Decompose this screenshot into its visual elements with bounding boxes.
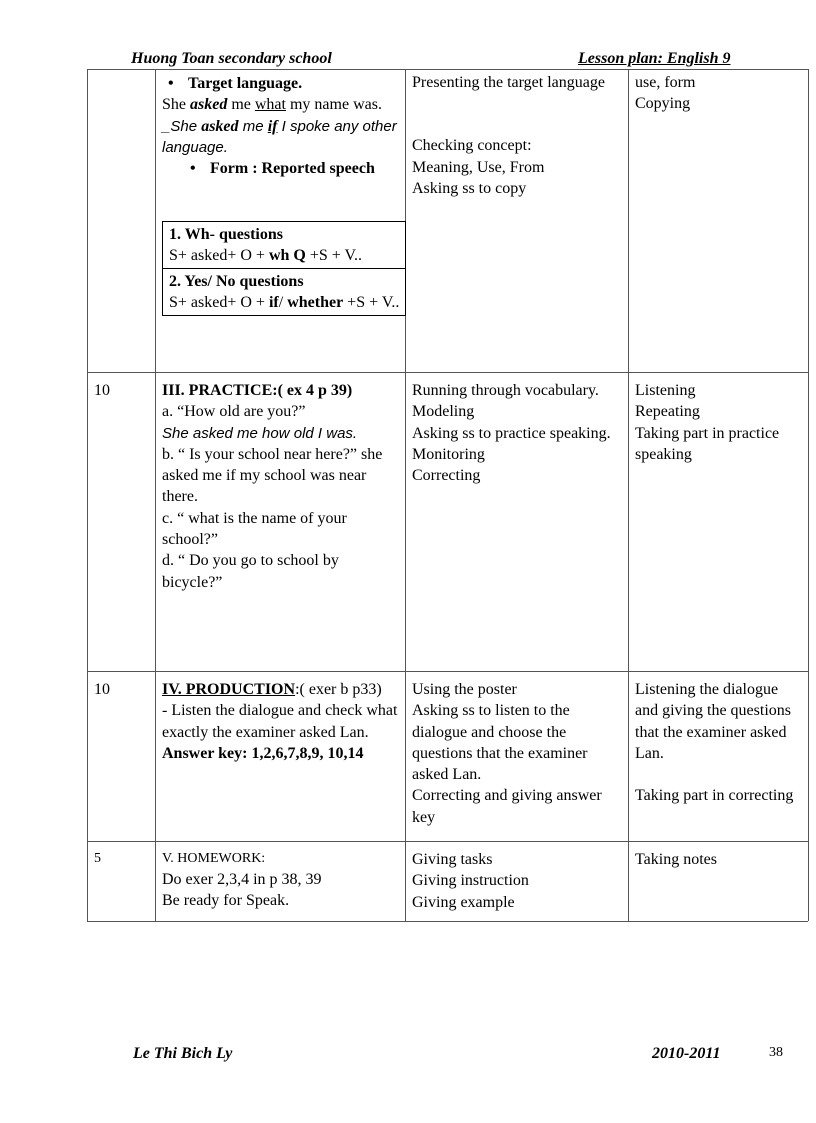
example-1: She asked me what my name was. [162, 96, 382, 114]
production-content: IV. PRODUCTION:( exer b p33) - Listen the dialogue and check what exactly the examiner asked Lan. Answer key: 1,2,6,7,8,9, 10,14 [162, 681, 398, 762]
practice-content: III. PRACTICE:( ex 4 p 39) a. “How old are you?” She asked me how old I was. b. “ Is your school near here?” she asked me if my school was near there. c. “ what is the name of your school?” d. “ Do you go to school by bicycle?” [162, 382, 383, 591]
production-time: 10 [94, 681, 110, 698]
wh-questions: 1. Wh- questions S+ asked+ O + wh Q +S + V.. [169, 226, 363, 264]
practice-time: 10 [94, 382, 110, 399]
homework-content: V. HOMEWORK: Do exer 2,3,4 in p 38, 39 Be ready for Speak. [162, 851, 322, 910]
school-name: Huong Toan secondary school [131, 50, 332, 67]
page-number: 38 [769, 1045, 783, 1060]
target-teacher-activities: Presenting the target language Checking concept: Meaning, Use, From Asking ss to copy [412, 74, 605, 197]
homework-student-activities: Taking notes [635, 851, 717, 868]
yes-no-questions: 2. Yes/ No questions S+ asked+ O + if/ whether +S + V.. [163, 268, 405, 315]
production-teacher-activities: Using the poster Asking ss to listen to the dialogue and choose the questions that the examiner asked Lan. Correcting and giving answer key [412, 681, 602, 826]
homework-teacher-activities: Giving tasks Giving instruction Giving example [412, 851, 529, 911]
homework-time: 5 [94, 851, 101, 866]
practice-student-activities: Listening Repeating Taking part in practice speaking [635, 382, 780, 463]
example-2: _She asked me if I spoke any other language. [162, 117, 397, 156]
form-structure-box [162, 221, 406, 316]
production-student-activities: Listening the dialogue and giving the questions that the examiner asked Lan. Taking part in correcting [635, 681, 794, 805]
form-heading: • Form : Reported speech [162, 158, 399, 179]
lesson-plan-title: Lesson plan: English 9 [578, 50, 731, 67]
target-language-cell [156, 70, 405, 179]
practice-teacher-activities: Running through vocabulary. Modeling Asking ss to practice speaking. Monitoring Correcting [412, 382, 611, 485]
target-student-activities: use, form Copying [635, 74, 696, 113]
school-year: 2010-2011 [652, 1045, 721, 1062]
author-name: Le Thi Bich Ly [133, 1045, 233, 1062]
target-language-heading: • Target language. [162, 73, 399, 94]
